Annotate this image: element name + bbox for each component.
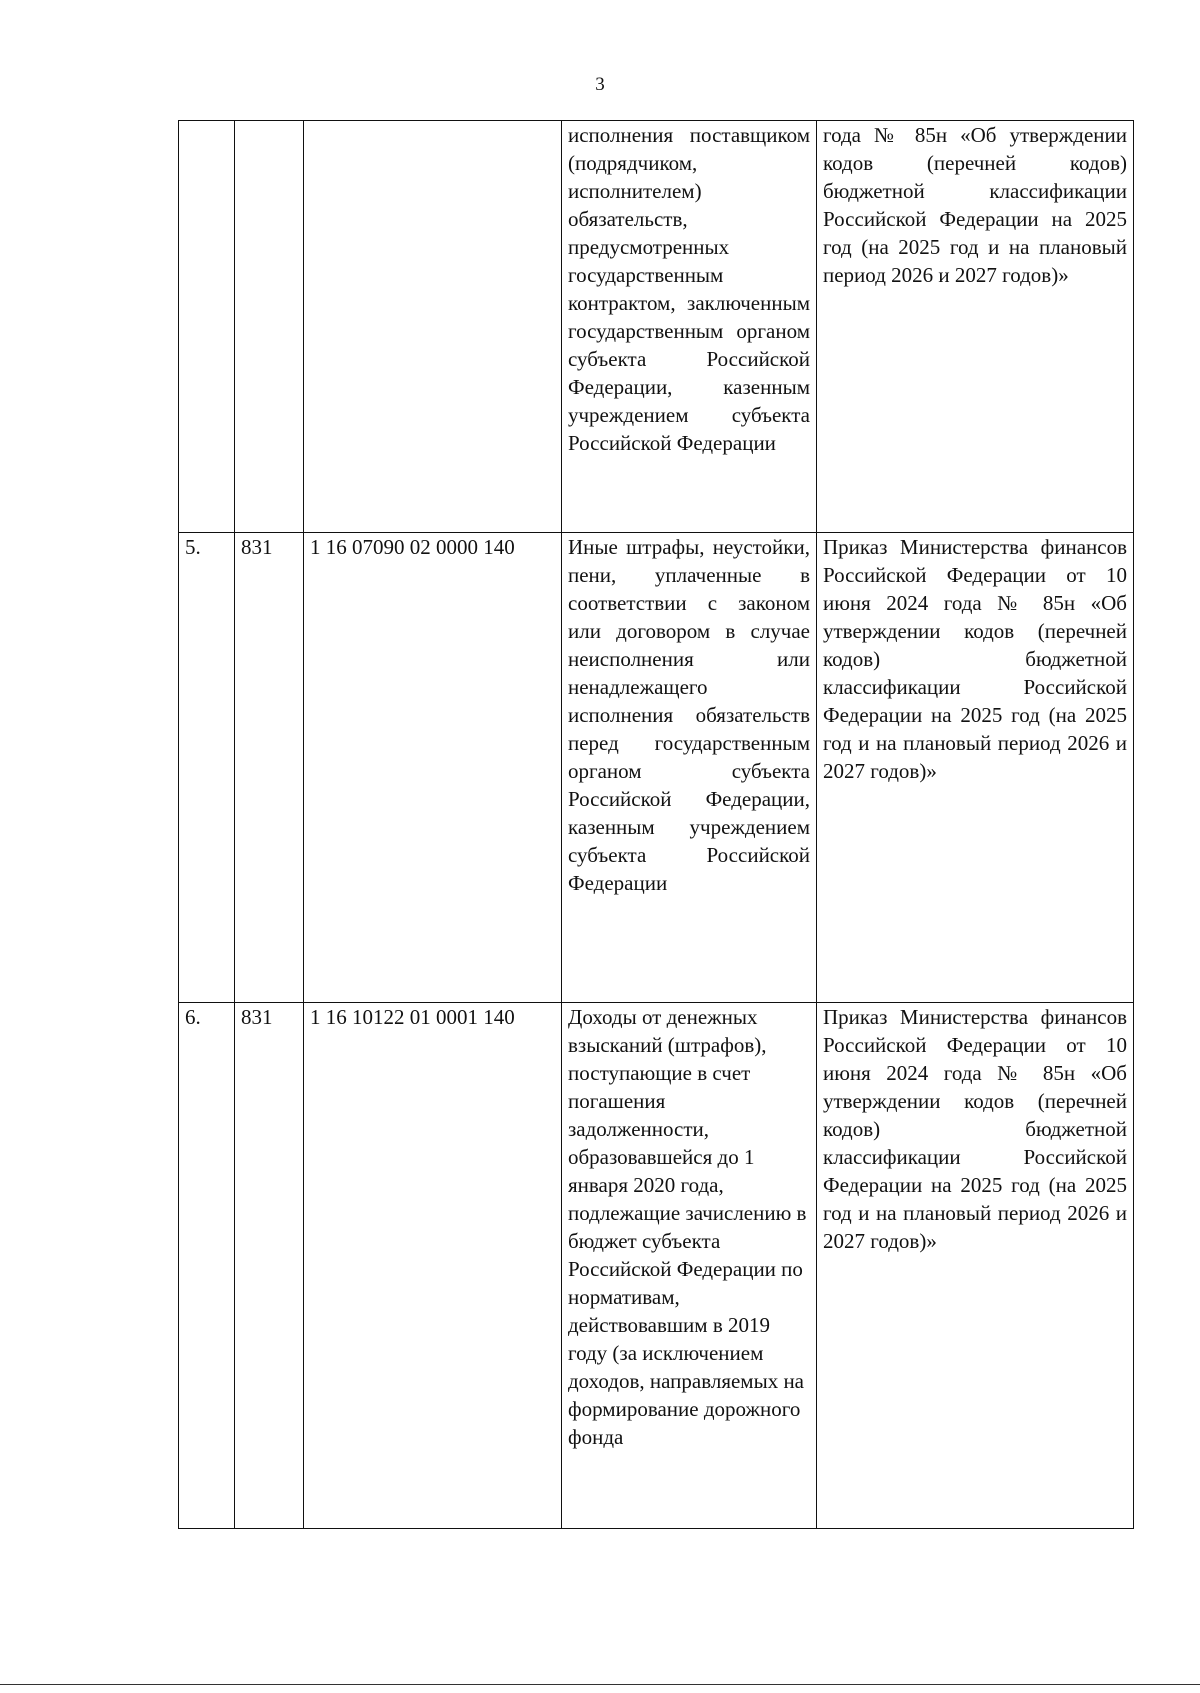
table-row [179, 533, 1134, 1003]
table-row [179, 121, 1134, 533]
budget-code-cell [304, 121, 562, 533]
page-number: 3 [595, 74, 605, 95]
admin-code-cell [235, 121, 304, 533]
revenue-name-cell: исполнения поставщиком (подрядчиком, исполнителем) обязательств, предусмотренных государственным контрактом, заключенным государственным органом субъекта Российской Федерации, казенным учреждением субъекта Российской Федерации [562, 121, 817, 533]
budget-code-cell: 1 16 10122 01 0001 140 [304, 1003, 562, 1529]
row-number-cell: 6. [179, 1003, 235, 1529]
admin-code-cell: 831 [235, 533, 304, 1003]
legal-basis-cell: года № 85н «Об утверждении кодов (перечней кодов) бюджетной классификации Российской Федерации на 2025 год (на 2025 год и на плановый период 2026 и 2027 годов)» [817, 121, 1134, 533]
legal-basis-cell: Приказ Министерства финансов Российской Федерации от 10 июня 2024 года № 85н «Об утверждении кодов (перечней кодов) бюджетной классификации Российской Федерации на 2025 год (на 2025 год и на плановый период 2026 и 2027 годов)» [817, 533, 1134, 1003]
admin-code-cell: 831 [235, 1003, 304, 1529]
legal-basis-cell: Приказ Министерства финансов Российской Федерации от 10 июня 2024 года № 85н «Об утверждении кодов (перечней кодов) бюджетной классификации Российской Федерации на 2025 год (на 2025 год и на плановый период 2026 и 2027 годов)» [817, 1003, 1134, 1529]
revenue-codes-table [178, 120, 1134, 1529]
page-bottom-rule [0, 1684, 1200, 1685]
revenue-name-cell: Доходы от денежных взысканий (штрафов), поступающие в счет погашения задолженности, образовавшейся до 1 января 2020 года, подлежащие зачислению в бюджет субъекта Российской Федерации по нормативам, действовавшим в 2019 году (за исключением доходов, направляемых на формирование дорожного фонда [562, 1003, 817, 1529]
row-number-cell: 5. [179, 533, 235, 1003]
table-row [179, 1003, 1134, 1529]
budget-code-cell: 1 16 07090 02 0000 140 [304, 533, 562, 1003]
revenue-name-cell: Иные штрафы, неустойки, пени, уплаченные в соответствии с законом или договором в случае неисполнения или ненадлежащего исполнения обязательств перед государственным органом субъекта Российской Федерации, казенным учреждением субъекта Российской Федерации [562, 533, 817, 1003]
row-number-cell [179, 121, 235, 533]
